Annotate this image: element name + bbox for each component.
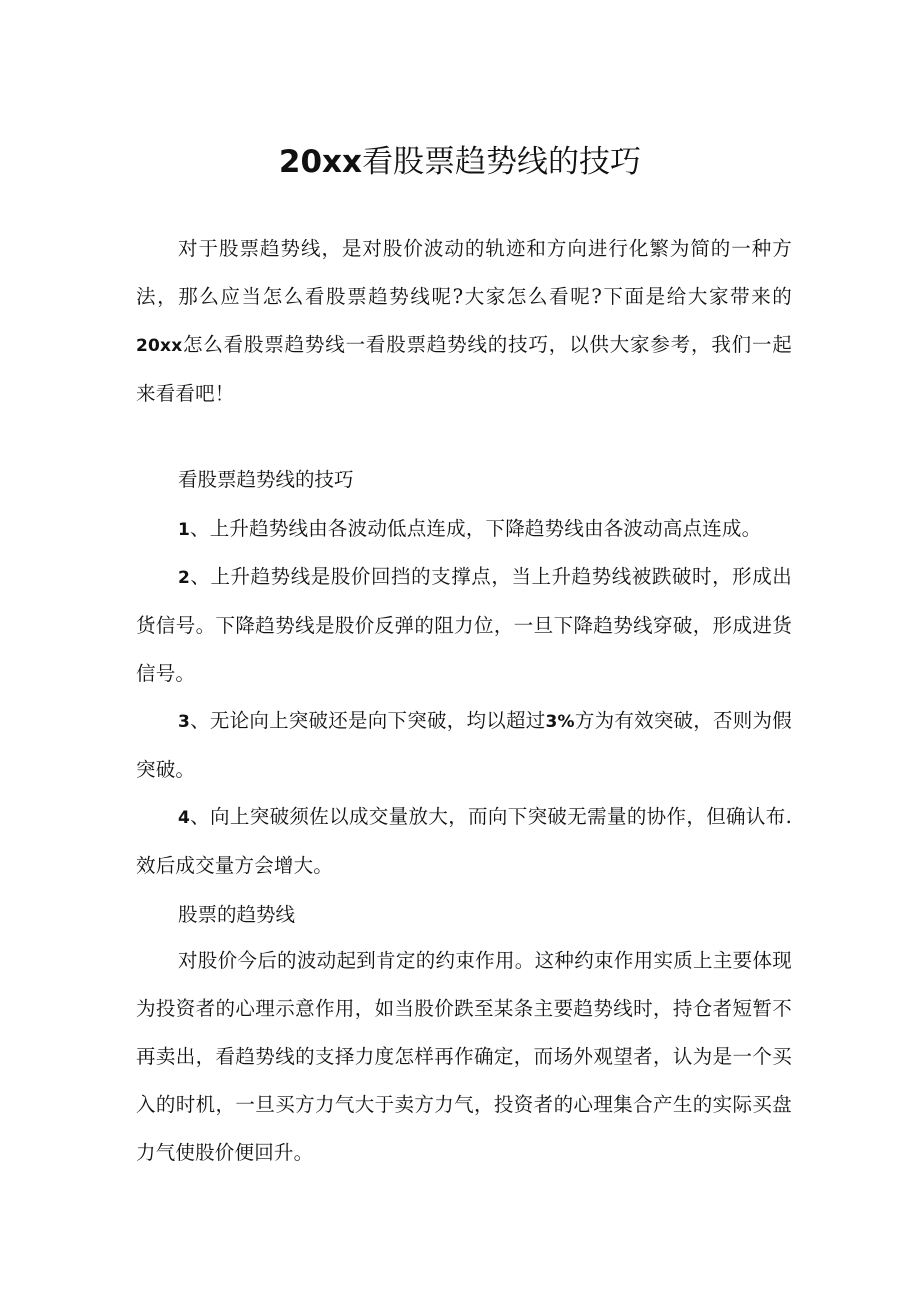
tip-2 [136, 553, 792, 698]
tip-text: 、上升趋势线是股价回挡的支撑点，当上升趋势线被跌破时，形成出货信号。下降趋势线是股价反弹的阻力位，一旦下降趋势线穿破，形成进货信号。 [136, 565, 792, 685]
tip-text: 、向上突破须佐以成交量放大，而向下突破无需量的协作，但确认布.效后成交量方会增大。 [136, 805, 792, 877]
tip-number: 4 [178, 808, 191, 828]
tip-text: 、上升趋势线由各波动低点连成，下降趋势线由各波动高点连成。 [190, 517, 762, 540]
title-text: 看股票趋势线的技巧 [362, 144, 642, 180]
tip-text: 方为有效突破，否则为假突破。 [136, 709, 792, 781]
trendline-paragraph: 对股价今后的波动起到肯定的约束作用。这种约束作用实质上主要体现为投资者的心理示意作用，如当股价跌至某条主要趋势线时，持仓者短暂不再卖出，看趋势线的支择力度怎样再作确定，而场外观望者，认为是一个买入的时机，一旦买方力气大于卖方力气，投资者的心理集合产生的实际买盘力气使股价便回升。 [136, 949, 792, 1164]
tip-percent: 3% [545, 712, 575, 732]
section-heading-tips: 看股票趋势线的技巧 [178, 468, 354, 491]
intro-year: 20xx [136, 336, 183, 356]
tip-number: 1 [178, 520, 191, 540]
tip-4 [136, 793, 792, 890]
tip-1 [136, 505, 792, 554]
tip-number: 2 [178, 568, 191, 588]
tip-number: 3 [178, 712, 191, 732]
document-title [0, 140, 920, 184]
intro-text-2: 怎么看股票趋势线一看股票趋势线的技巧，以供大家参考，我们一起来看看吧！ [136, 333, 792, 405]
title-year: 20xx [278, 144, 363, 180]
tip-text: 、无论向上突破还是向下突破，均以超过 [190, 709, 546, 732]
section-heading-trendline: 股票的趋势线 [178, 903, 296, 926]
tip-3 [136, 697, 792, 794]
intro-text-1: 对于股票趋势线，是对股价波动的轨迹和方向进行化繁为简的一种方法，那么应当怎么看股票趋势线呢?大家怎么看呢?下面是给大家带来的 [136, 237, 792, 308]
intro-paragraph [136, 225, 792, 418]
